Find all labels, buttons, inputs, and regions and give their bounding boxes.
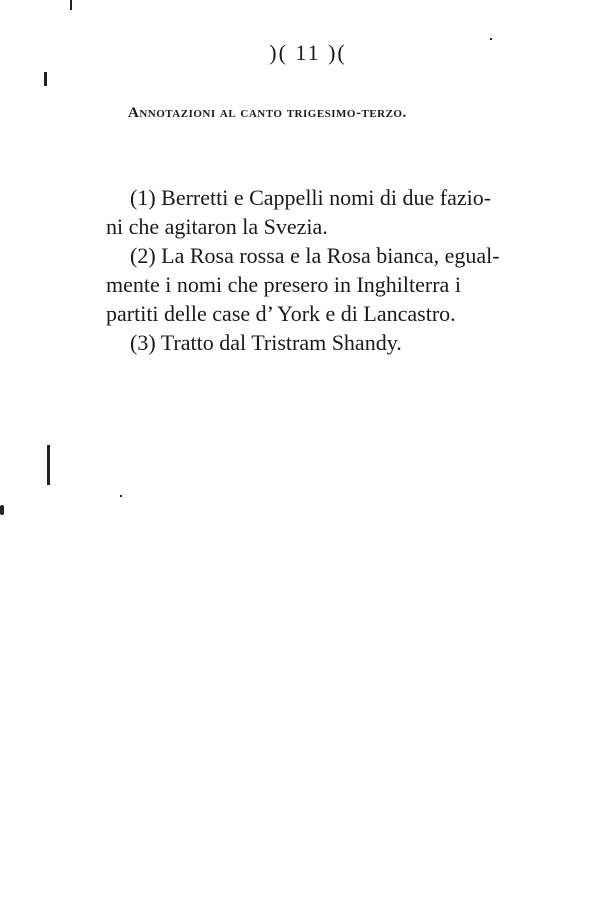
annotation-line: (3) Tratto dal Tristram Shandy. <box>130 330 402 355</box>
scan-mark <box>490 38 492 40</box>
page-heading: Annotazioni al canto trigesimo-terzo. <box>128 105 407 121</box>
annotation-3 <box>106 328 536 357</box>
scan-mark <box>120 495 122 497</box>
annotation-line: (2) La Rosa rossa e la Rosa bianca, egual- <box>130 243 500 268</box>
scan-mark <box>47 445 50 485</box>
annotation-line: partiti delle case d’ York e di Lancastro. <box>106 301 456 326</box>
annotation-2 <box>106 241 536 328</box>
page-number: )( 11 )( <box>269 40 347 65</box>
annotation-line: ni che agitaron la Svezia. <box>106 214 328 239</box>
scan-mark <box>70 0 72 10</box>
annotations-list <box>106 183 536 357</box>
annotation-1 <box>106 183 536 241</box>
annotation-line: mente i nomi che presero in Inghilterra i <box>106 272 461 297</box>
scan-mark <box>44 72 47 86</box>
annotation-line: (1) Berretti e Cappelli nomi di due fazio- <box>130 185 492 210</box>
scan-mark <box>0 505 4 515</box>
